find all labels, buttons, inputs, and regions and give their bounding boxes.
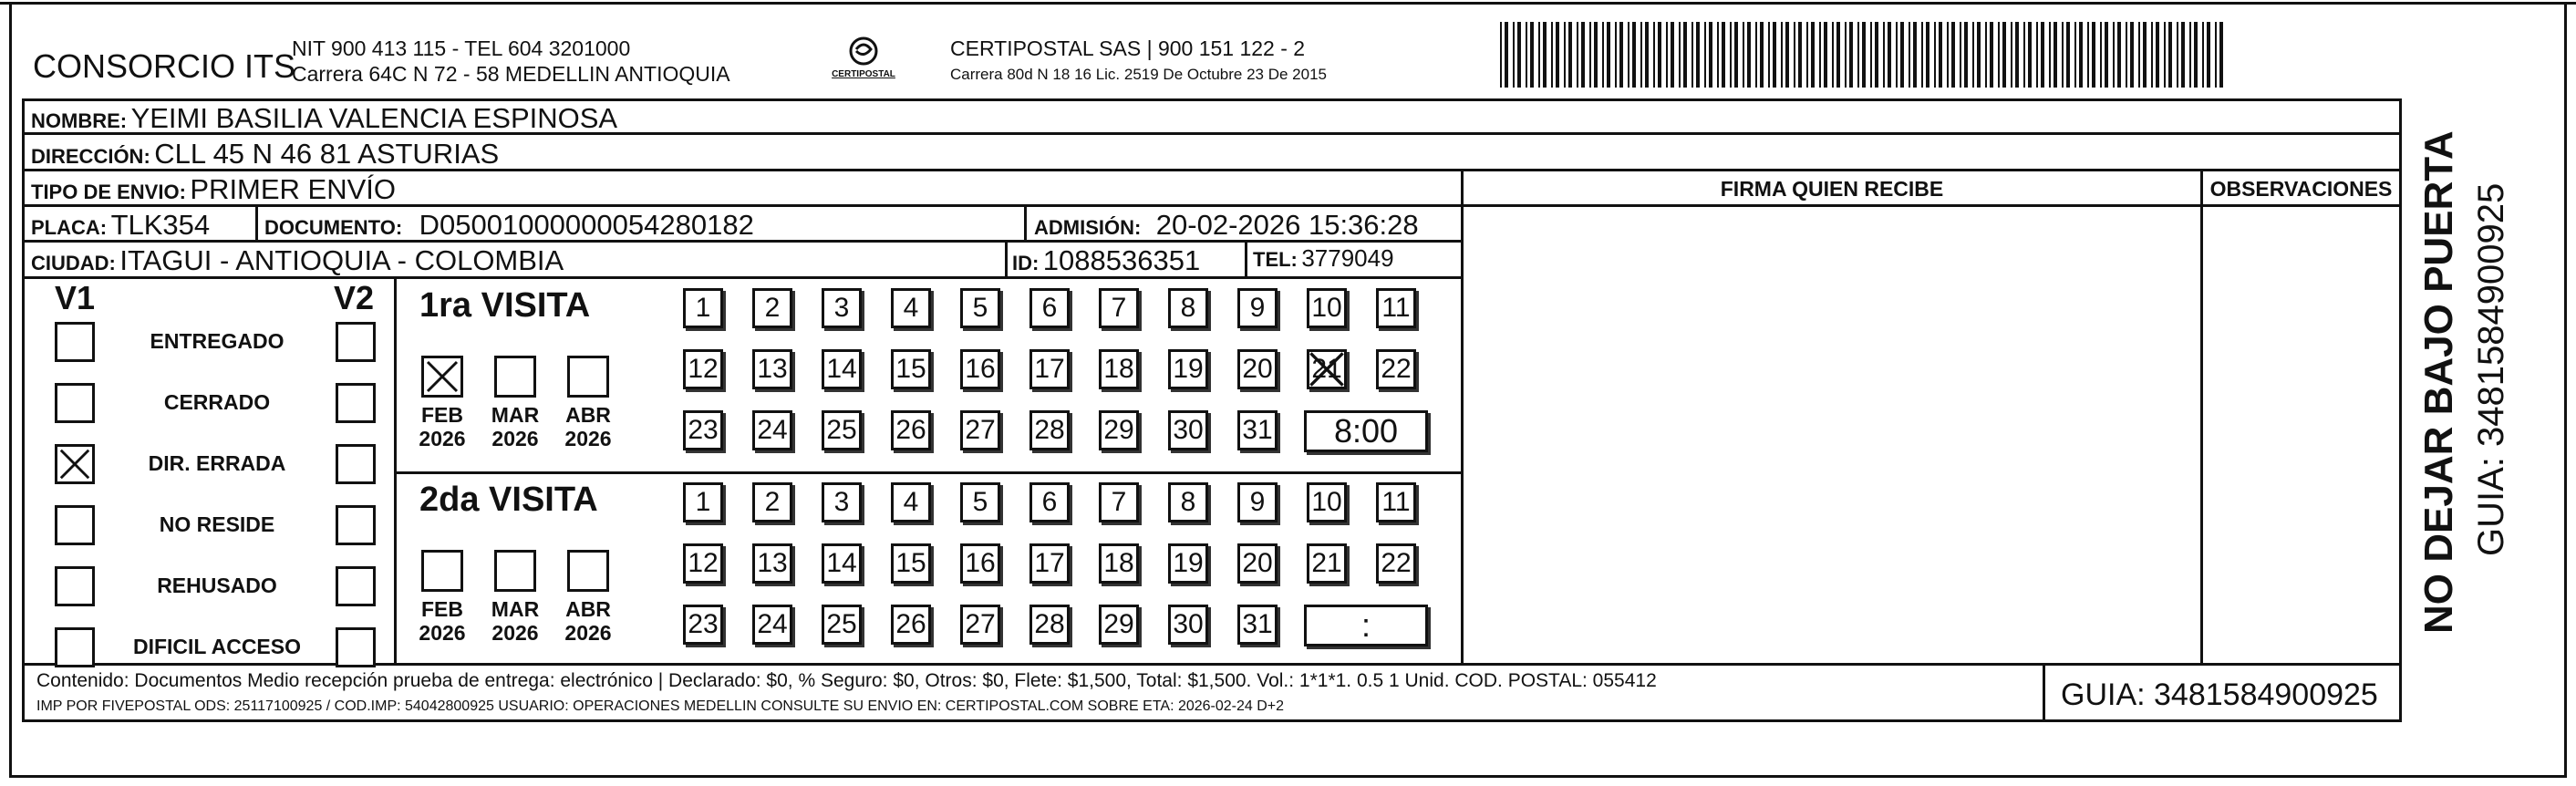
barcode-bar — [2215, 22, 2217, 88]
barcode-bar — [2011, 22, 2012, 88]
barcode-bar — [1998, 22, 2000, 88]
day-cross-mark — [1307, 349, 1347, 389]
barcode-bar — [1696, 22, 1700, 88]
barcode-bar — [2194, 22, 2198, 88]
barcode-bar — [1568, 22, 1572, 88]
month-checkbox[interactable] — [421, 356, 463, 398]
divider-footer-guia — [2043, 663, 2045, 722]
day-box[interactable]: 11 — [1376, 288, 1416, 328]
v2-checkbox[interactable] — [336, 444, 376, 484]
barcode-bar — [1811, 22, 1815, 88]
divider-admision — [1024, 204, 1027, 240]
barcode-bar — [1734, 22, 1738, 88]
day-box[interactable]: 28 — [1029, 410, 1070, 450]
documento-value: D05001000000054280182 — [419, 209, 754, 241]
ciudad-row — [31, 244, 564, 277]
tel-value: 3779049 — [1301, 244, 1394, 272]
day-box[interactable]: 5 — [960, 288, 1000, 328]
divider-placa — [255, 204, 258, 240]
nombre-value: YEIMI BASILIA VALENCIA ESPINOSA — [130, 102, 618, 134]
footer-guia: GUIA: 3481584900925 — [2061, 677, 2378, 712]
observaciones-header: OBSERVACIONES — [2209, 177, 2393, 201]
barcode-bar — [1581, 22, 1585, 88]
barcode-bar — [1628, 22, 1629, 88]
barcode-bar — [1640, 22, 1642, 88]
barcode-bar — [1849, 22, 1853, 88]
time-box[interactable]: : — [1304, 605, 1428, 646]
day-box[interactable]: 17 — [1029, 543, 1070, 584]
barcode-bar — [1619, 22, 1623, 88]
day-box[interactable]: 31 — [1237, 605, 1278, 645]
barcode-bar — [1951, 22, 1955, 88]
certipostal-line2: Carrera 80d N 18 16 Lic. 2519 De Octubre 23 De 2015 — [950, 66, 1327, 83]
barcode-bar — [1589, 22, 1591, 88]
company-name: CONSORCIO ITS — [33, 47, 296, 85]
barcode-bar — [1538, 22, 1540, 88]
day-box[interactable]: 28 — [1029, 605, 1070, 645]
barcode-bar — [1722, 22, 1725, 88]
status-label: DIFICIL ACCESO — [132, 635, 301, 658]
barcode-bar — [1747, 22, 1751, 88]
day-box[interactable]: 22 — [1376, 543, 1416, 584]
barcode-bar — [1845, 22, 1847, 88]
barcode-bar — [1730, 22, 1732, 88]
day-box[interactable]: 31 — [1237, 410, 1278, 450]
day-box[interactable]: 19 — [1168, 349, 1208, 389]
barcode-bar — [1517, 22, 1521, 88]
barcode-bar — [1500, 22, 1502, 88]
day-box[interactable]: 23 — [683, 410, 723, 450]
day-box[interactable]: 29 — [1099, 605, 1139, 645]
barcode-bar — [1875, 22, 1878, 88]
barcode-bar — [1530, 22, 1534, 88]
barcode-bar — [1632, 22, 1636, 88]
day-box[interactable]: 10 — [1307, 288, 1347, 328]
day-box[interactable]: 9 — [1237, 288, 1278, 328]
month-label: FEB — [421, 403, 463, 427]
time-box[interactable]: 8:00 — [1304, 410, 1428, 452]
barcode-bar — [2105, 22, 2108, 88]
day-box[interactable]: 19 — [1168, 543, 1208, 584]
barcode-bar — [1806, 22, 1808, 88]
day-box[interactable]: 26 — [891, 605, 931, 645]
day-box[interactable]: 23 — [683, 605, 723, 645]
day-box[interactable]: 14 — [822, 349, 862, 389]
barcode-bar — [2189, 22, 2191, 88]
month-year: 2026 — [564, 427, 612, 450]
imp-line: IMP POR FIVEPOSTAL ODS: 25117100925 / COD.IMP: 54042800925 USUARIO: OPERACIONES MEDELLIN CONSULTE SU ENVIO EN: CERTIPOSTAL.COM SOBRE ETA: 2026-02-24 D+2 — [36, 698, 1285, 714]
barcode-bar — [1888, 22, 1891, 88]
v1-checkbox[interactable] — [55, 322, 95, 362]
tipo-label: TIPO DE ENVIO: — [31, 181, 186, 203]
v2-checkbox[interactable] — [336, 627, 376, 667]
direccion-row — [31, 138, 499, 171]
ciudad-value: ITAGUI - ANTIOQUIA - COLOMBIA — [119, 244, 564, 276]
month-year: 2026 — [491, 621, 539, 645]
barcode-bar — [1709, 22, 1712, 88]
barcode-bar — [2168, 22, 2172, 88]
barcode-bar — [1704, 22, 1706, 88]
day-box[interactable]: 30 — [1168, 410, 1208, 450]
divider-tel — [1245, 240, 1247, 276]
day-box[interactable]: 17 — [1029, 349, 1070, 389]
day-box[interactable]: 13 — [752, 543, 792, 584]
day-box[interactable]: 14 — [822, 543, 862, 584]
direccion-label: DIRECCIÓN: — [31, 145, 150, 168]
barcode-bar — [1658, 22, 1661, 88]
barcode-bar — [1913, 22, 1917, 88]
day-box[interactable]: 27 — [960, 605, 1000, 645]
month-year: 2026 — [564, 621, 612, 645]
day-box[interactable]: 15 — [891, 349, 931, 389]
barcode — [1500, 22, 2225, 88]
barcode-bar — [1602, 22, 1604, 88]
v1-checkbox[interactable] — [55, 566, 95, 606]
status-label: NO RESIDE — [159, 512, 275, 536]
barcode-bar — [1645, 22, 1649, 88]
day-box[interactable]: 13 — [752, 349, 792, 389]
barcode-bar — [1985, 22, 1987, 88]
day-box[interactable]: 20 — [1237, 543, 1278, 584]
day-box[interactable]: 25 — [822, 410, 862, 450]
divider-visits — [394, 471, 1461, 474]
barcode-bar — [2074, 22, 2076, 88]
v1-checkbox[interactable] — [55, 505, 95, 545]
day-box[interactable]: 15 — [891, 543, 931, 584]
month-label: MAR — [491, 403, 540, 427]
barcode-bar — [1743, 22, 1744, 88]
day-box[interactable]: 18 — [1099, 543, 1139, 584]
month-year: 2026 — [491, 427, 539, 450]
v2-checkbox[interactable] — [336, 505, 376, 545]
admision-label: ADMISIÓN: — [1034, 216, 1142, 239]
barcode-bar — [2117, 22, 2121, 88]
barcode-bar — [1990, 22, 1993, 88]
nombre-row — [31, 102, 617, 135]
v1-header: V1 — [55, 279, 96, 316]
barcode-bar — [1939, 22, 1942, 88]
placa-label: PLACA: — [31, 216, 108, 239]
barcode-bar — [1909, 22, 1910, 88]
barcode-bar — [2126, 22, 2127, 88]
barcode-bar — [2079, 22, 2083, 88]
barcode-bar — [1577, 22, 1578, 88]
barcode-bar — [1679, 22, 1681, 88]
month-year: 2026 — [419, 427, 466, 450]
barcode-bar — [2062, 22, 2064, 88]
day-box[interactable]: 29 — [1099, 410, 1139, 450]
barcode-bar — [2138, 22, 2140, 88]
day-box[interactable]: 2 — [752, 482, 792, 522]
month-checkbox[interactable] — [494, 356, 536, 398]
day-box[interactable]: 4 — [891, 482, 931, 522]
day-box[interactable]: 5 — [960, 482, 1000, 522]
ciudad-label: CIUDAD: — [31, 252, 116, 274]
day-box[interactable]: 20 — [1237, 349, 1278, 389]
certipostal-line1: CERTIPOSTAL SAS | 900 151 122 - 2 — [950, 36, 1306, 60]
left-border — [9, 2, 12, 777]
contenido-line: Contenido: Documentos Medio recepción prueba de entrega: electrónico | Declarado: $0, % Seguro: $0, Otros: $0, Flete: $1,500, Total: $1,500. Vol.: 1*1*1. 0.5 1 Unid. COD. POSTAL: 055412 — [36, 670, 1657, 691]
barcode-bar — [2054, 22, 2057, 88]
barcode-bar — [2143, 22, 2147, 88]
barcode-bar — [1564, 22, 1566, 88]
barcode-bar — [1513, 22, 1515, 88]
divider-observaciones — [2200, 169, 2203, 663]
status-label: DIR. ERRADA — [148, 451, 286, 475]
month-checkbox[interactable] — [421, 550, 463, 592]
day-box[interactable]: 30 — [1168, 605, 1208, 645]
barcode-bar — [1870, 22, 1872, 88]
barcode-bar — [1666, 22, 1668, 88]
placa-value: TLK354 — [110, 209, 211, 241]
barcode-bar — [2023, 22, 2025, 88]
day-box[interactable]: 9 — [1237, 482, 1278, 522]
barcode-bar — [1526, 22, 1527, 88]
tel-label: TEL: — [1253, 248, 1298, 271]
day-box[interactable]: 3 — [822, 482, 862, 522]
barcode-bar — [1947, 22, 1949, 88]
logo-text: CERTIPOSTAL — [832, 69, 895, 79]
day-box[interactable]: 8 — [1168, 288, 1208, 328]
barcode-bar — [1921, 22, 1923, 88]
day-box[interactable]: 1 — [683, 288, 723, 328]
barcode-bar — [2100, 22, 2102, 88]
barcode-bar — [1607, 22, 1610, 88]
barcode-bar — [2028, 22, 2032, 88]
month-checkbox[interactable] — [567, 356, 609, 398]
barcode-bar — [1836, 22, 1840, 88]
tel-row — [1253, 244, 1394, 273]
barcode-bar — [1900, 22, 1904, 88]
month-label: MAR — [491, 597, 540, 621]
barcode-bar — [2202, 22, 2204, 88]
month-checkbox[interactable] — [494, 550, 536, 592]
day-box[interactable]: 1 — [683, 482, 723, 522]
barcode-bar — [2151, 22, 2153, 88]
day-box[interactable]: 16 — [960, 349, 1000, 389]
barcode-bar — [1556, 22, 1559, 88]
barcode-bar — [2219, 22, 2223, 88]
v2-header: V2 — [334, 279, 375, 316]
barcode-bar — [2049, 22, 2051, 88]
barcode-bar — [1819, 22, 1821, 88]
v2-checkbox[interactable] — [336, 566, 376, 606]
barcode-bar — [1671, 22, 1674, 88]
barcode-bar — [1768, 22, 1770, 88]
day-box[interactable]: 21 — [1307, 349, 1347, 389]
barcode-bar — [1755, 22, 1757, 88]
day-box[interactable]: 27 — [960, 410, 1000, 450]
firma-area[interactable] — [1464, 207, 2199, 661]
certipostal-logo — [832, 35, 895, 88]
status-label: CERRADO — [163, 390, 271, 414]
barcode-bar — [1615, 22, 1617, 88]
barcode-bar — [2015, 22, 2019, 88]
status-label: REHUSADO — [157, 574, 277, 597]
id-label: ID: — [1012, 252, 1040, 274]
day-box[interactable]: 12 — [683, 349, 723, 389]
admision-row — [1034, 209, 1419, 242]
address-line: Carrera 64C N 72 - 58 MEDELLIN ANTIOQUIA — [292, 62, 730, 86]
barcode-bar — [1862, 22, 1866, 88]
day-box[interactable]: 26 — [891, 410, 931, 450]
day-box[interactable]: 18 — [1099, 349, 1139, 389]
day-box[interactable]: 3 — [822, 288, 862, 328]
day-box[interactable]: 12 — [683, 543, 723, 584]
nombre-label: NOMBRE: — [31, 109, 128, 132]
visit-title: 1ra VISITA — [419, 286, 591, 325]
nit-line: NIT 900 413 115 - TEL 604 3201000 — [292, 36, 631, 60]
documento-row — [264, 209, 754, 242]
day-box[interactable]: 6 — [1029, 288, 1070, 328]
barcode-bar — [1653, 22, 1655, 88]
barcode-bar — [2002, 22, 2006, 88]
day-box[interactable]: 25 — [822, 605, 862, 645]
barcode-bar — [1691, 22, 1693, 88]
id-value: 1088536351 — [1042, 244, 1201, 276]
month-year: 2026 — [419, 621, 466, 645]
barcode-bar — [2041, 22, 2044, 88]
barcode-bar — [1773, 22, 1776, 88]
visit-title: 2da VISITA — [419, 481, 598, 519]
barcode-bar — [1883, 22, 1885, 88]
barcode-bar — [1543, 22, 1547, 88]
barcode-bar — [1785, 22, 1789, 88]
barcode-bar — [1551, 22, 1553, 88]
observaciones-area[interactable] — [2204, 207, 2399, 661]
top-border — [0, 2, 2576, 5]
barcode-bar — [2130, 22, 2134, 88]
barcode-bar — [1977, 22, 1981, 88]
barcode-bar — [1896, 22, 1898, 88]
divider-firma — [1461, 169, 1464, 663]
barcode-bar — [1972, 22, 1974, 88]
documento-label: DOCUMENTO: — [264, 216, 403, 239]
barcode-bar — [2156, 22, 2159, 88]
day-box[interactable]: 24 — [752, 410, 792, 450]
v2-checkbox[interactable] — [336, 322, 376, 362]
day-box[interactable]: 11 — [1376, 482, 1416, 522]
day-box[interactable]: 8 — [1168, 482, 1208, 522]
barcode-bar — [2087, 22, 2089, 88]
day-box[interactable]: 16 — [960, 543, 1000, 584]
barcode-bar — [2066, 22, 2070, 88]
tipo-row — [31, 173, 396, 206]
barcode-bar — [1857, 22, 1859, 88]
barcode-bar — [1824, 22, 1827, 88]
month-label: ABR — [565, 597, 611, 621]
barcode-bar — [1594, 22, 1598, 88]
barcode-bar — [2092, 22, 2095, 88]
barcode-bar — [1798, 22, 1802, 88]
status-label: ENTREGADO — [150, 329, 284, 353]
month-checkbox[interactable] — [567, 550, 609, 592]
barcode-bar — [1760, 22, 1764, 88]
barcode-bar — [1934, 22, 1936, 88]
id-row — [1012, 244, 1200, 277]
day-box[interactable]: 4 — [891, 288, 931, 328]
barcode-bar — [1781, 22, 1783, 88]
barcode-bar — [1964, 22, 1968, 88]
v1-checkbox[interactable] — [55, 627, 95, 667]
divider-status — [394, 276, 397, 663]
barcode-bar — [2181, 22, 2185, 88]
barcode-bar — [2207, 22, 2210, 88]
day-box[interactable]: 24 — [752, 605, 792, 645]
barcode-bar — [2177, 22, 2178, 88]
day-box[interactable]: 21 — [1307, 543, 1347, 584]
barcode-bar — [2036, 22, 2038, 88]
month-label: ABR — [565, 403, 611, 427]
v1-checkbox[interactable] — [55, 444, 95, 484]
barcode-bar — [2164, 22, 2166, 88]
day-box[interactable]: 6 — [1029, 482, 1070, 522]
placa-row — [31, 209, 210, 242]
right-border — [2564, 2, 2567, 777]
day-box[interactable]: 22 — [1376, 349, 1416, 389]
admision-value: 20-02-2026 15:36:28 — [1155, 209, 1419, 241]
no-dejar-bajo-puerta: NO DEJAR BAJO PUERTA — [2416, 130, 2461, 634]
day-box[interactable]: 2 — [752, 288, 792, 328]
firma-header: FIRMA QUIEN RECIBE — [1720, 177, 1944, 201]
v1-checkbox[interactable] — [55, 383, 95, 423]
bottom-border — [9, 775, 2567, 778]
direccion-value: CLL 45 N 46 81 ASTURIAS — [154, 138, 500, 170]
barcode-bar — [1832, 22, 1834, 88]
day-box[interactable]: 7 — [1099, 482, 1139, 522]
barcode-bar — [1926, 22, 1929, 88]
tipo-value: PRIMER ENVÍO — [190, 173, 397, 205]
barcode-bar — [1505, 22, 1508, 88]
day-box[interactable]: 10 — [1307, 482, 1347, 522]
barcode-bar — [1794, 22, 1795, 88]
barcode-bar — [1683, 22, 1687, 88]
barcode-bar — [2113, 22, 2115, 88]
side-guia: GUIA: 3481584900925 — [2471, 182, 2511, 556]
divider-id — [1005, 240, 1008, 276]
barcode-bar — [1960, 22, 1961, 88]
barcode-bar — [1717, 22, 1719, 88]
month-label: FEB — [421, 597, 463, 621]
day-box[interactable]: 7 — [1099, 288, 1139, 328]
v2-checkbox[interactable] — [336, 383, 376, 423]
